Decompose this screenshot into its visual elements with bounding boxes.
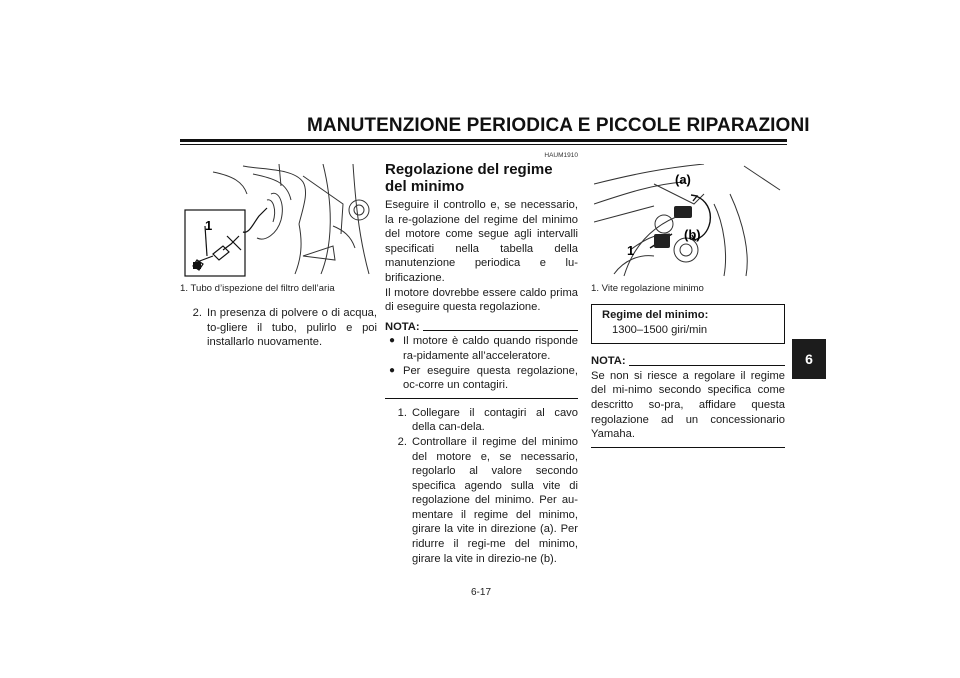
figure-callout-a: (a): [675, 172, 691, 187]
nota-header: [385, 320, 578, 335]
step-item: [180, 306, 377, 350]
figure-callout-b: (b): [684, 227, 701, 242]
step-number: 2.: [192, 307, 202, 319]
nota-rule: [629, 365, 785, 366]
spec-value: 1300–1500 giri/min: [612, 323, 708, 336]
step-number: 2.: [397, 435, 407, 448]
idle-screw-figure: [594, 164, 782, 277]
intro-paragraph-2: Il motore dovrebbe essere caldo prima di eseguire questa regolazione.: [385, 286, 578, 314]
nota-end-rule: [591, 447, 785, 448]
section-title: Regolazione del regime del minimo: [385, 161, 553, 195]
bullet-dot: ●: [389, 364, 396, 376]
bullet-dot: ●: [389, 335, 396, 347]
step-text: Controllare il regime del minimo del motore e, se necessario, regolarlo al valore secondo specifica agendo sulla vite di regolazione del minimo. Per au-mentare il regime del minimo, girare la vite in direzione (a). Per ridurre il regi-me del minimo, girare la vite in direzio-ne (b).: [412, 435, 578, 565]
step-number: 1.: [397, 406, 407, 419]
nota-end-rule: [385, 398, 578, 399]
figure-caption: 1. Tubo d’ispezione del filtro dell’aria: [180, 283, 335, 294]
figure-caption: 1. Vite regolazione minimo: [591, 283, 704, 294]
figure-callout-1: 1: [205, 218, 213, 233]
step-item: [385, 435, 578, 566]
header-rule-thin: [180, 144, 787, 145]
nota-bullet-text: Il motore è caldo quando risponde ra-pidamente all’acceleratore.: [403, 335, 578, 362]
nota-text: Se non si riesce a regolare il regime del mi-nimo secondo specifica come descritto so-pra, affidare questa regolazione ad un concessionario Yamaha.: [591, 369, 785, 441]
chapter-tab: 6: [792, 339, 826, 379]
step-item: [385, 406, 578, 435]
step-text: Collegare il contagiri al cavo della can-dela.: [412, 406, 578, 434]
nota-label: NOTA:: [385, 320, 420, 333]
nota-bullet: [389, 334, 578, 363]
nota-header: [591, 354, 785, 369]
specification-box: [591, 304, 785, 344]
nota-label: NOTA:: [591, 355, 626, 368]
left-column: [180, 164, 377, 350]
right-column: [591, 164, 785, 455]
nota-bullet-text: Per eseguire questa regolazione, oc-corre un contagiri.: [403, 364, 578, 392]
air-filter-hose-figure: [183, 164, 374, 277]
figure-callout-1: 1: [627, 243, 635, 258]
page-number: 6-17: [470, 587, 491, 598]
middle-column: [385, 152, 578, 566]
nota-rule: [423, 330, 578, 331]
header-rule: [180, 139, 787, 142]
intro-paragraph: Eseguire il controllo e, se necessario, la re-golazione del regime del minimo del motore come segue agli intervalli specificati nella tabella della manutenzione periodica e lu-brificazione.: [385, 199, 578, 284]
step-text: In presenza di polvere o di acqua, to-gliere il tubo, pulirlo e poi installarlo nuovamente.: [207, 307, 377, 349]
nota-bullet: [389, 364, 578, 393]
spec-label: Regime del minimo:: [602, 309, 709, 321]
page-title: MANUTENZIONE PERIODICA E PICCOLE RIPARAZIONI: [307, 115, 810, 136]
section-code: HAUM1910: [544, 152, 578, 159]
